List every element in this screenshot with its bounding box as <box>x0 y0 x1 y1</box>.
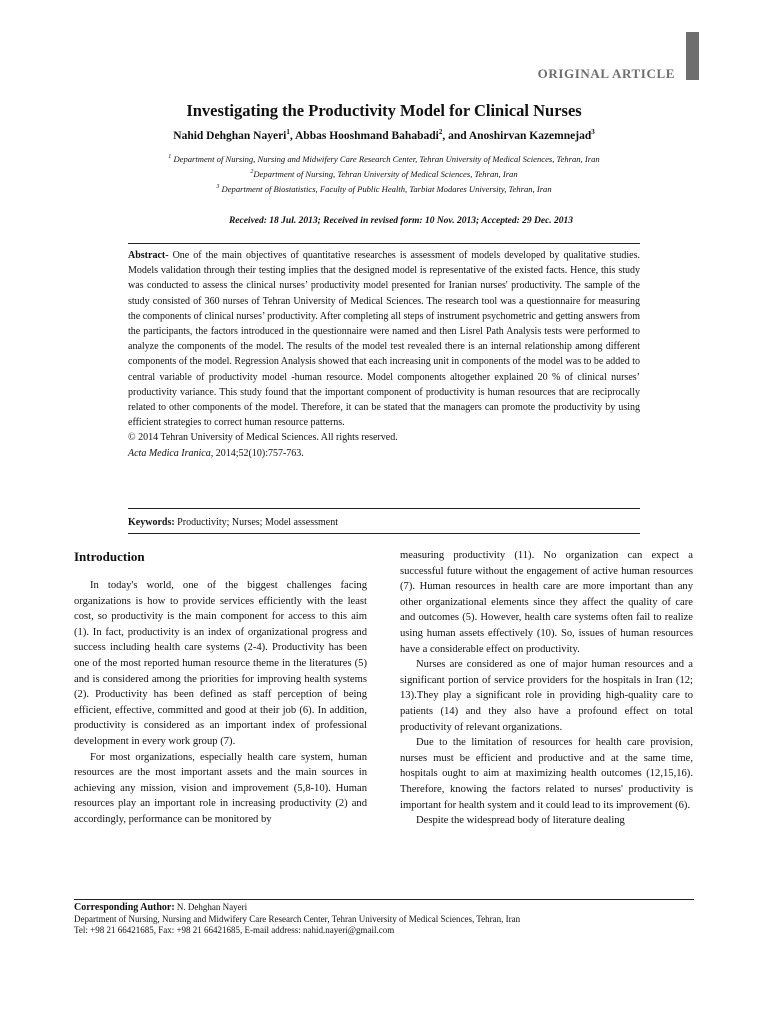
abstract-block <box>128 248 640 461</box>
abstract-top-rule <box>128 243 640 244</box>
body-paragraph: Despite the widespread body of literature dealing <box>416 815 625 827</box>
page-tab-marker <box>686 32 699 80</box>
article-type-label: ORIGINAL ARTICLE <box>537 66 675 81</box>
abstract-label: Abstract- <box>128 250 169 261</box>
article-dates: Received: 18 Jul. 2013; Received in revised form: 10 Nov. 2013; Accepted: 29 Dec. 2013 <box>228 216 574 226</box>
abstract-paragraph <box>128 248 640 430</box>
affiliation-text: Department of Biostatistics, Faculty of Public Health, Tarbiat Modares University, Tehran, Iran <box>219 184 552 194</box>
section-heading-introduction: Introduction <box>74 549 145 564</box>
abstract-bottom-rule <box>128 508 640 509</box>
body-paragraph: Nurses are considered as one of major human resources and a significant portion of service providers for the hospitals in Iran (12; 13).They play a significant role in providing high-quality care to patients (14) and they also have a profound effect on total productivity of relevant organizations. <box>400 659 693 733</box>
citation-line <box>128 446 640 461</box>
affiliation-sup: 1 <box>168 154 172 161</box>
affiliation-text: Department of Nursing, Nursing and Midwifery Care Research Center, Tehran University of Medical Sciences, Tehran, Iran <box>171 154 600 164</box>
author-name: Anoshirvan Kazemnejad <box>468 129 592 142</box>
right-column <box>400 548 693 829</box>
author-sep: , <box>289 129 295 142</box>
corresponding-author-line <box>74 902 694 914</box>
article-title: Investigating the Productivity Model for Clinical Nurses <box>186 101 582 120</box>
affiliation-1 <box>0 154 768 164</box>
left-column <box>74 548 367 828</box>
affiliation-text: Department of Nursing, Tehran University of Medical Sciences, Tehran, Iran <box>253 169 518 179</box>
affiliation-sup: 2 <box>250 169 254 176</box>
author-sup: 1 <box>286 128 290 136</box>
keywords-line <box>128 517 338 528</box>
author-sup: 3 <box>591 128 595 136</box>
corresponding-author-block <box>74 902 694 937</box>
copyright-line: © 2014 Tehran University of Medical Sciences. All rights reserved. <box>128 432 398 444</box>
corresponding-name: N. Dehghan Nayeri <box>174 902 248 912</box>
keywords-text: Productivity; Nurses; Model assessment <box>174 517 338 528</box>
footnote-rule <box>74 899 694 900</box>
body-paragraph: For most organizations, especially health care system, human resources are the most important assets and the main sources in achieving any mission, vision and improvement (5,8-10). Human resources play an important role in increasing productivity (2) and accordingly, performance can be monitored by <box>74 751 367 825</box>
body-paragraph: Due to the limitation of resources for health care provision, nurses must be efficient and productive and at the same time, hospitals ought to aim at maximizing health outcomes (12,15,16). Therefore, knowing the factors related to nurses' productivity is important for health system and it could lead to its improvement (6). <box>400 737 693 811</box>
author-sep: , and <box>442 129 469 142</box>
author-name: Abbas Hooshmand Bahabadi <box>295 129 439 142</box>
keywords-rule <box>128 533 640 534</box>
author-name: Nahid Dehghan Nayeri <box>173 129 287 142</box>
citation-text: , 2014;52(10):757-763. <box>210 447 304 459</box>
journal-name: Acta Medica Iranica <box>128 447 211 459</box>
corresponding-address: Department of Nursing, Nursing and Midwifery Care Research Center, Tehran University of Medical Sciences, Tehran, Iran <box>74 913 521 924</box>
corresponding-contact: Tel: +98 21 66421685, Fax: +98 21 66421685, E-mail address: nahid.nayeri@gmail.com <box>74 925 395 935</box>
author-list <box>0 128 768 142</box>
affiliation-3 <box>0 184 768 194</box>
body-paragraph: measuring productivity (11). No organization can expect a successful future without the engagement of active human resources (7). Human resources in health care are more important than any other organizational elements since they affect the quality of care and outcomes (5). However, health care systems often fail to realize using human assets effectively (10). So, issues of human resources have a considerable effect on productivity. <box>400 550 693 655</box>
body-paragraph: In today's world, one of the biggest challenges facing organizations is how to provide services efficiently with the least cost, so productivity is the main component for access to this aim (1). In fact, productivity is an index of organizational progress and success including health care systems (2-4). Productivity has been one of the most reported human resource theme in the literatures (5) and is considered among the priorities for improving health systems (2). Productivity has been defined as staff perception of being efficient, effective, committed and good at their job (6). In addition, productivity is considered as an important index of professional development in every work group (7). <box>74 580 367 747</box>
corresponding-label: Corresponding Author: <box>74 902 175 913</box>
affiliation-sup: 3 <box>216 184 220 191</box>
author-sup: 2 <box>438 128 443 136</box>
abstract-text: One of the main objectives of quantitative researches is assessment of models developed by qualitative studies. Models validation through their testing implies that the designed model is representative of the existed facts. Hence, this study was conducted to assess the clinical nurses’ productivity model presented for Iranian nurses' productivity. The sample of the study consisted of 360 nurses of Tehran University of Medical Sciences. The research tool was a questionnaire for measuring the components of clinical nurses’ productivity. After completing all steps of instrument psychometric and getting answers from the participants, the factors introduced in the questionnaire were named and then Lisrel Path Analysis tests were performed to analyze the components of the model. The results of the model test revealed there is an internal relationship among different components of the model. Regression Analysis showed that each increasing unit in components of the model was to be added to central variable of productivity model -human resource. Model components altogether explained 20 % of clinical nurses’ productivity variance. This study found that the important component of productivity is human resources that are reciprocally related to other components of the model. Therefore, it can be stated that the managers can promote the productivity by using efficient strategies to correct human resource patterns. <box>128 250 640 429</box>
keywords-label: Keywords: <box>128 517 175 528</box>
affiliation-2 <box>0 169 768 179</box>
